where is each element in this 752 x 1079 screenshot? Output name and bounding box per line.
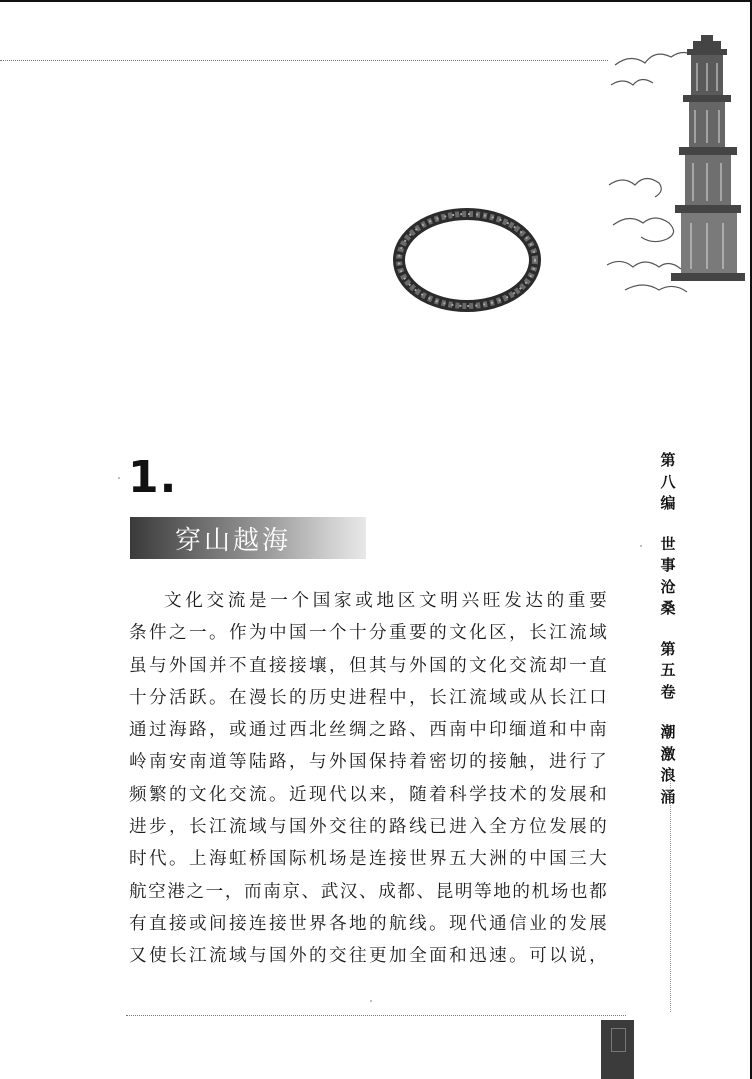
scan-speck: [640, 545, 642, 547]
body-line: 通过海路，或通过西北丝绸之路、西南中印缅道和中南: [129, 720, 607, 741]
page-edge-tab: [601, 1020, 634, 1079]
section-title: 穿山越海: [175, 525, 292, 556]
scan-speck: [118, 477, 120, 479]
body-line: 十分活跃。在漫长的历史进程中，长江流域或从长江口: [129, 687, 607, 708]
body-line: 时代。上海虹桥国际机场是连接世界五大洲的中国三大: [129, 849, 607, 870]
bead-bracelet-image: [392, 205, 542, 315]
heading-char: 编: [660, 494, 676, 512]
heading-char: 卷: [660, 682, 676, 701]
bottom-dotted-rule: [126, 1015, 626, 1016]
section-number: 1.: [128, 452, 178, 503]
section-title-banner: [130, 517, 366, 559]
heading-char: 事: [660, 556, 676, 574]
heading-char: 激: [660, 744, 676, 763]
body-line: 又使长江流域与国外的交往更加全面和迅速。可以说，: [129, 946, 607, 967]
scan-speck: [370, 1000, 372, 1002]
heading-char: 桑: [660, 599, 676, 617]
heading-char: 第: [660, 451, 676, 469]
heading-char: 涌: [660, 787, 676, 806]
page-border-top: [0, 0, 752, 2]
pagoda-cloud-illustration: [605, 35, 747, 303]
heading-char: 潮: [660, 723, 676, 741]
side-dotted-rule: [670, 772, 671, 1012]
top-dotted-rule: [0, 60, 608, 61]
heading-char: 八: [660, 472, 676, 491]
page-tab-mark: [611, 1028, 626, 1052]
vertical-running-heading: [656, 450, 680, 808]
body-line: 进步，长江流域与国外交往的路线已进入全方位发展的: [129, 817, 607, 838]
heading-char: 第: [660, 639, 676, 658]
heading-char: 沧: [660, 577, 676, 596]
body-line: 文化交流是一个国家或地区文明兴旺发达的重要: [164, 591, 607, 611]
body-line: 条件之一。作为中国一个十分重要的文化区，长江流域: [129, 623, 607, 644]
body-line: 航空港之一，而南京、武汉、成都、昆明等地的机场也都: [129, 881, 607, 902]
body-line: 虽与外国并不直接接壤，但其与外国的文化交流却一直: [129, 655, 607, 676]
heading-char: 浪: [660, 766, 676, 784]
body-paragraph: [129, 585, 607, 973]
heading-char: 世: [660, 534, 676, 553]
body-line: 有直接或间接连接世界各地的航线。现代通信业的发展: [129, 913, 607, 934]
body-line: 岭南安南道等陆路，与外国保持着密切的接触，进行了: [129, 752, 607, 773]
body-line: 频繁的文化交流。近现代以来，随着科学技术的发展和: [129, 784, 607, 805]
heading-char: 五: [660, 661, 676, 679]
